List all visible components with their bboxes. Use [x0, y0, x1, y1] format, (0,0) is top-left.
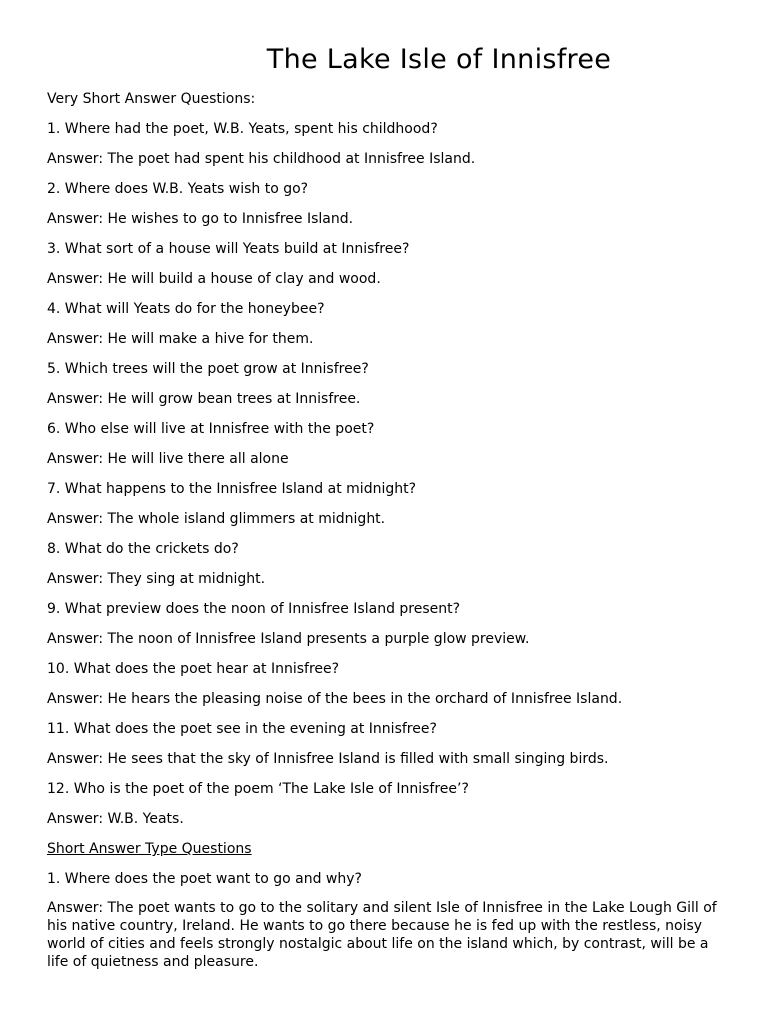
question: 2. Where does W.B. Yeats wish to go?	[47, 181, 309, 197]
answer: Answer: They sing at midnight.	[47, 571, 266, 587]
question: 5. Which trees will the poet grow at Innisfree?	[47, 361, 369, 377]
answer: Answer: The noon of Innisfree Island presents a purple glow preview.	[47, 631, 530, 647]
short-answer-heading: Short Answer Type Questions	[47, 841, 252, 857]
very-short-heading: Very Short Answer Questions:	[47, 91, 256, 107]
answer: Answer: He wishes to go to Innisfree Island.	[47, 211, 354, 227]
answer: Answer: He hears the pleasing noise of the bees in the orchard of Innisfree Island.	[47, 691, 623, 707]
answer: Answer: W.B. Yeats.	[47, 811, 184, 827]
question: 7. What happens to the Innisfree Island at midnight?	[47, 481, 417, 497]
answer-paragraph: Answer: The poet wants to go to the solitary and silent Isle of Innisfree in the Lake Lough Gill of his native country, Ireland. He wants to go there because he is fed up with the restless, noisy world of cities and feels strongly nostalgic about life on the island which, by contrast, will be a life of quietness and pleasure.	[47, 900, 717, 970]
document-body	[47, 89, 727, 971]
question: 12. Who is the poet of the poem ‘The Lake Isle of Innisfree’?	[47, 781, 469, 797]
question: 3. What sort of a house will Yeats build at Innisfree?	[47, 241, 410, 257]
answer: Answer: The poet had spent his childhood at Innisfree Island.	[47, 151, 476, 167]
question: 11. What does the poet see in the evening at Innisfree?	[47, 721, 437, 737]
question: 8. What do the crickets do?	[47, 541, 239, 557]
answer: Answer: He will live there all alone	[47, 451, 289, 467]
answer: Answer: He will make a hive for them.	[47, 331, 314, 347]
answer: Answer: He will build a house of clay and wood.	[47, 271, 381, 287]
question: 10. What does the poet hear at Innisfree?	[47, 661, 340, 677]
answer: Answer: The whole island glimmers at midnight.	[47, 511, 386, 527]
answer: Answer: He will grow bean trees at Innisfree.	[47, 391, 361, 407]
question: 4. What will Yeats do for the honeybee?	[47, 301, 325, 317]
question: 9. What preview does the noon of Innisfree Island present?	[47, 601, 461, 617]
question: 6. Who else will live at Innisfree with the poet?	[47, 421, 375, 437]
question: 1. Where had the poet, W.B. Yeats, spent his childhood?	[47, 121, 438, 137]
document-title: The Lake Isle of Innisfree	[266, 44, 612, 75]
answer: Answer: He sees that the sky of Innisfree Island is filled with small singing birds.	[47, 751, 609, 767]
question: 1. Where does the poet want to go and why?	[47, 871, 362, 887]
